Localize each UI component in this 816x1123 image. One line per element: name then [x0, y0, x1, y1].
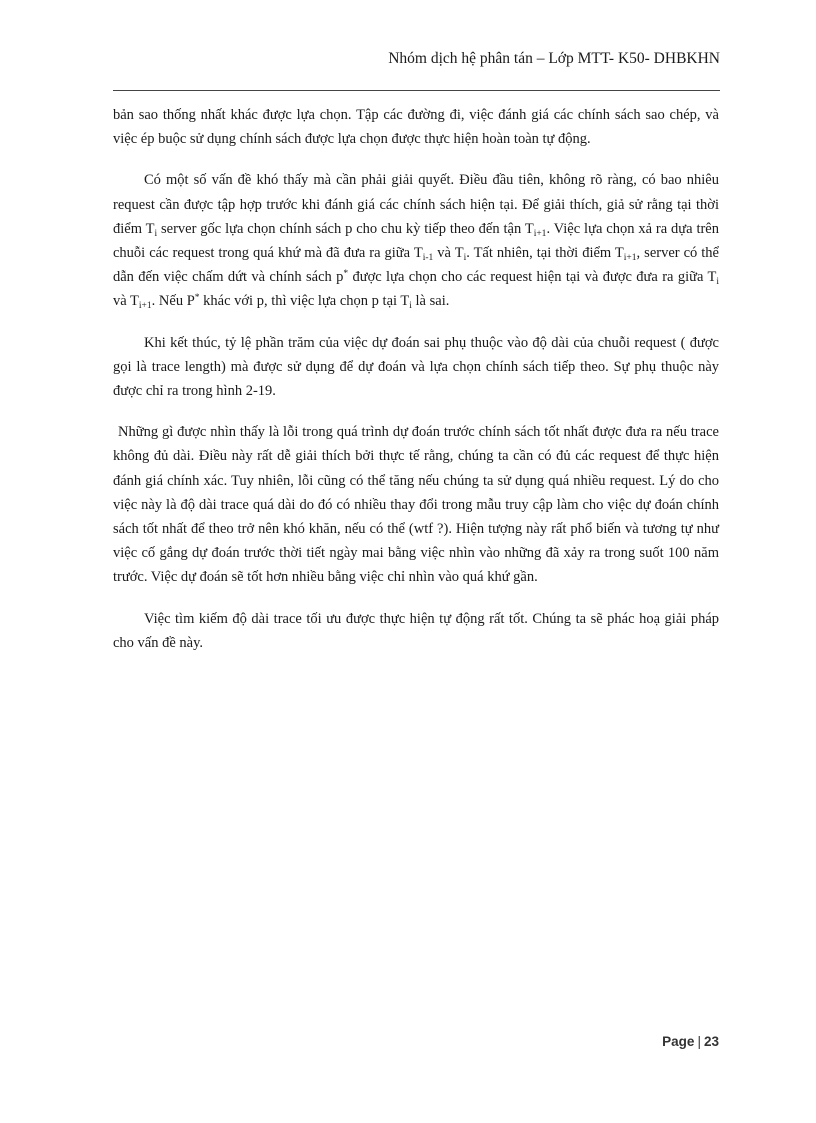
page-footer: [662, 1034, 719, 1049]
paragraph-4: Những gì được nhìn thấy là lỗi trong quá trình dự đoán trước chính sách tốt nhất được đưa ra nếu trace không đủ dài. Điều này rất dễ giải thích bởi thực tế rằng, chúng ta cần có đủ các request để thực hiện đánh giá chính xác. Tuy nhiên, lỗi cũng có thể tăng nếu chúng ta sử dụng quá nhiều request. Lý do cho việc này là độ dài trace quá dài do đó có nhiều thay đổi trong mẫu truy cập làm cho việc dự đoán chính sách tốt nhất để theo trở nên khó khăn, nếu có thể (wtf ?). Hiện tượng này rất phổ biến và tương tự như việc cố gắng dự đoán trước thời tiết ngày mai bằng việc nhìn vào những đã xảy ra trong suốt 100 năm trước. Việc dự đoán sẽ tốt hơn nhiều bằng việc chỉ nhìn vào quá khứ gần.: [113, 424, 719, 586]
paragraph-1: bản sao thống nhất khác được lựa chọn. Tập các đường đi, việc đánh giá các chính sách sao chép, và việc ép buộc sử dụng chính sách được lựa chọn được thực hiện hoàn toàn tự động.: [113, 107, 719, 148]
paragraph-2: Có một số vấn đề khó thấy mà cần phải giải quyết. Điều đầu tiên, không rõ ràng, có bao nhiêu request cần được tập hợp trước khi đánh giá các chính sách hiện tại. Để giải thích, giả sử rằng tại thời điểm $T_i$ server gốc lựa chọn chính sách p cho chu kỳ tiếp theo đến tận $T_{i+1}$. Việc lựa chọn xả ra dựa trên chuỗi các request trong quá khứ mà đã đưa ra giữa $T_{i-1}$ và $T_i$. Tất nhiên, tại thời điểm $T_{i+1}$, server có thể dẫn đến việc chấm dứt và chính sách p* được lựa chọn cho các request hiện tại và được đưa ra giữa $T_i$ và $T_{i+1}$. Nếu P* khác với p, thì việc lựa chọn p tại $T_i$ là sai.: [113, 172, 719, 312]
document-body: [113, 103, 719, 672]
paragraph-3: Khi kết thúc, tỷ lệ phần trăm của việc dự đoán sai phụ thuộc vào độ dài của chuỗi request ( được gọi là trace length) mà được sử dụng để dự đoán và lựa chọn chính sách tiếp theo. Sự phụ thuộc này được chỉ ra trong hình 2-19.: [113, 334, 719, 400]
page-separator: |: [697, 1034, 701, 1049]
page-header: [113, 50, 720, 91]
paragraph-5: Việc tìm kiếm độ dài trace tối ưu được thực hiện tự động rất tốt. Chúng ta sẽ phác hoạ giải pháp cho vấn đề này.: [113, 610, 719, 651]
page-number: 23: [703, 1034, 719, 1049]
page-label: Page: [662, 1034, 695, 1049]
header-title: Nhóm dịch hệ phân tán – Lớp MTT- K50- DHBKHN: [388, 50, 720, 67]
